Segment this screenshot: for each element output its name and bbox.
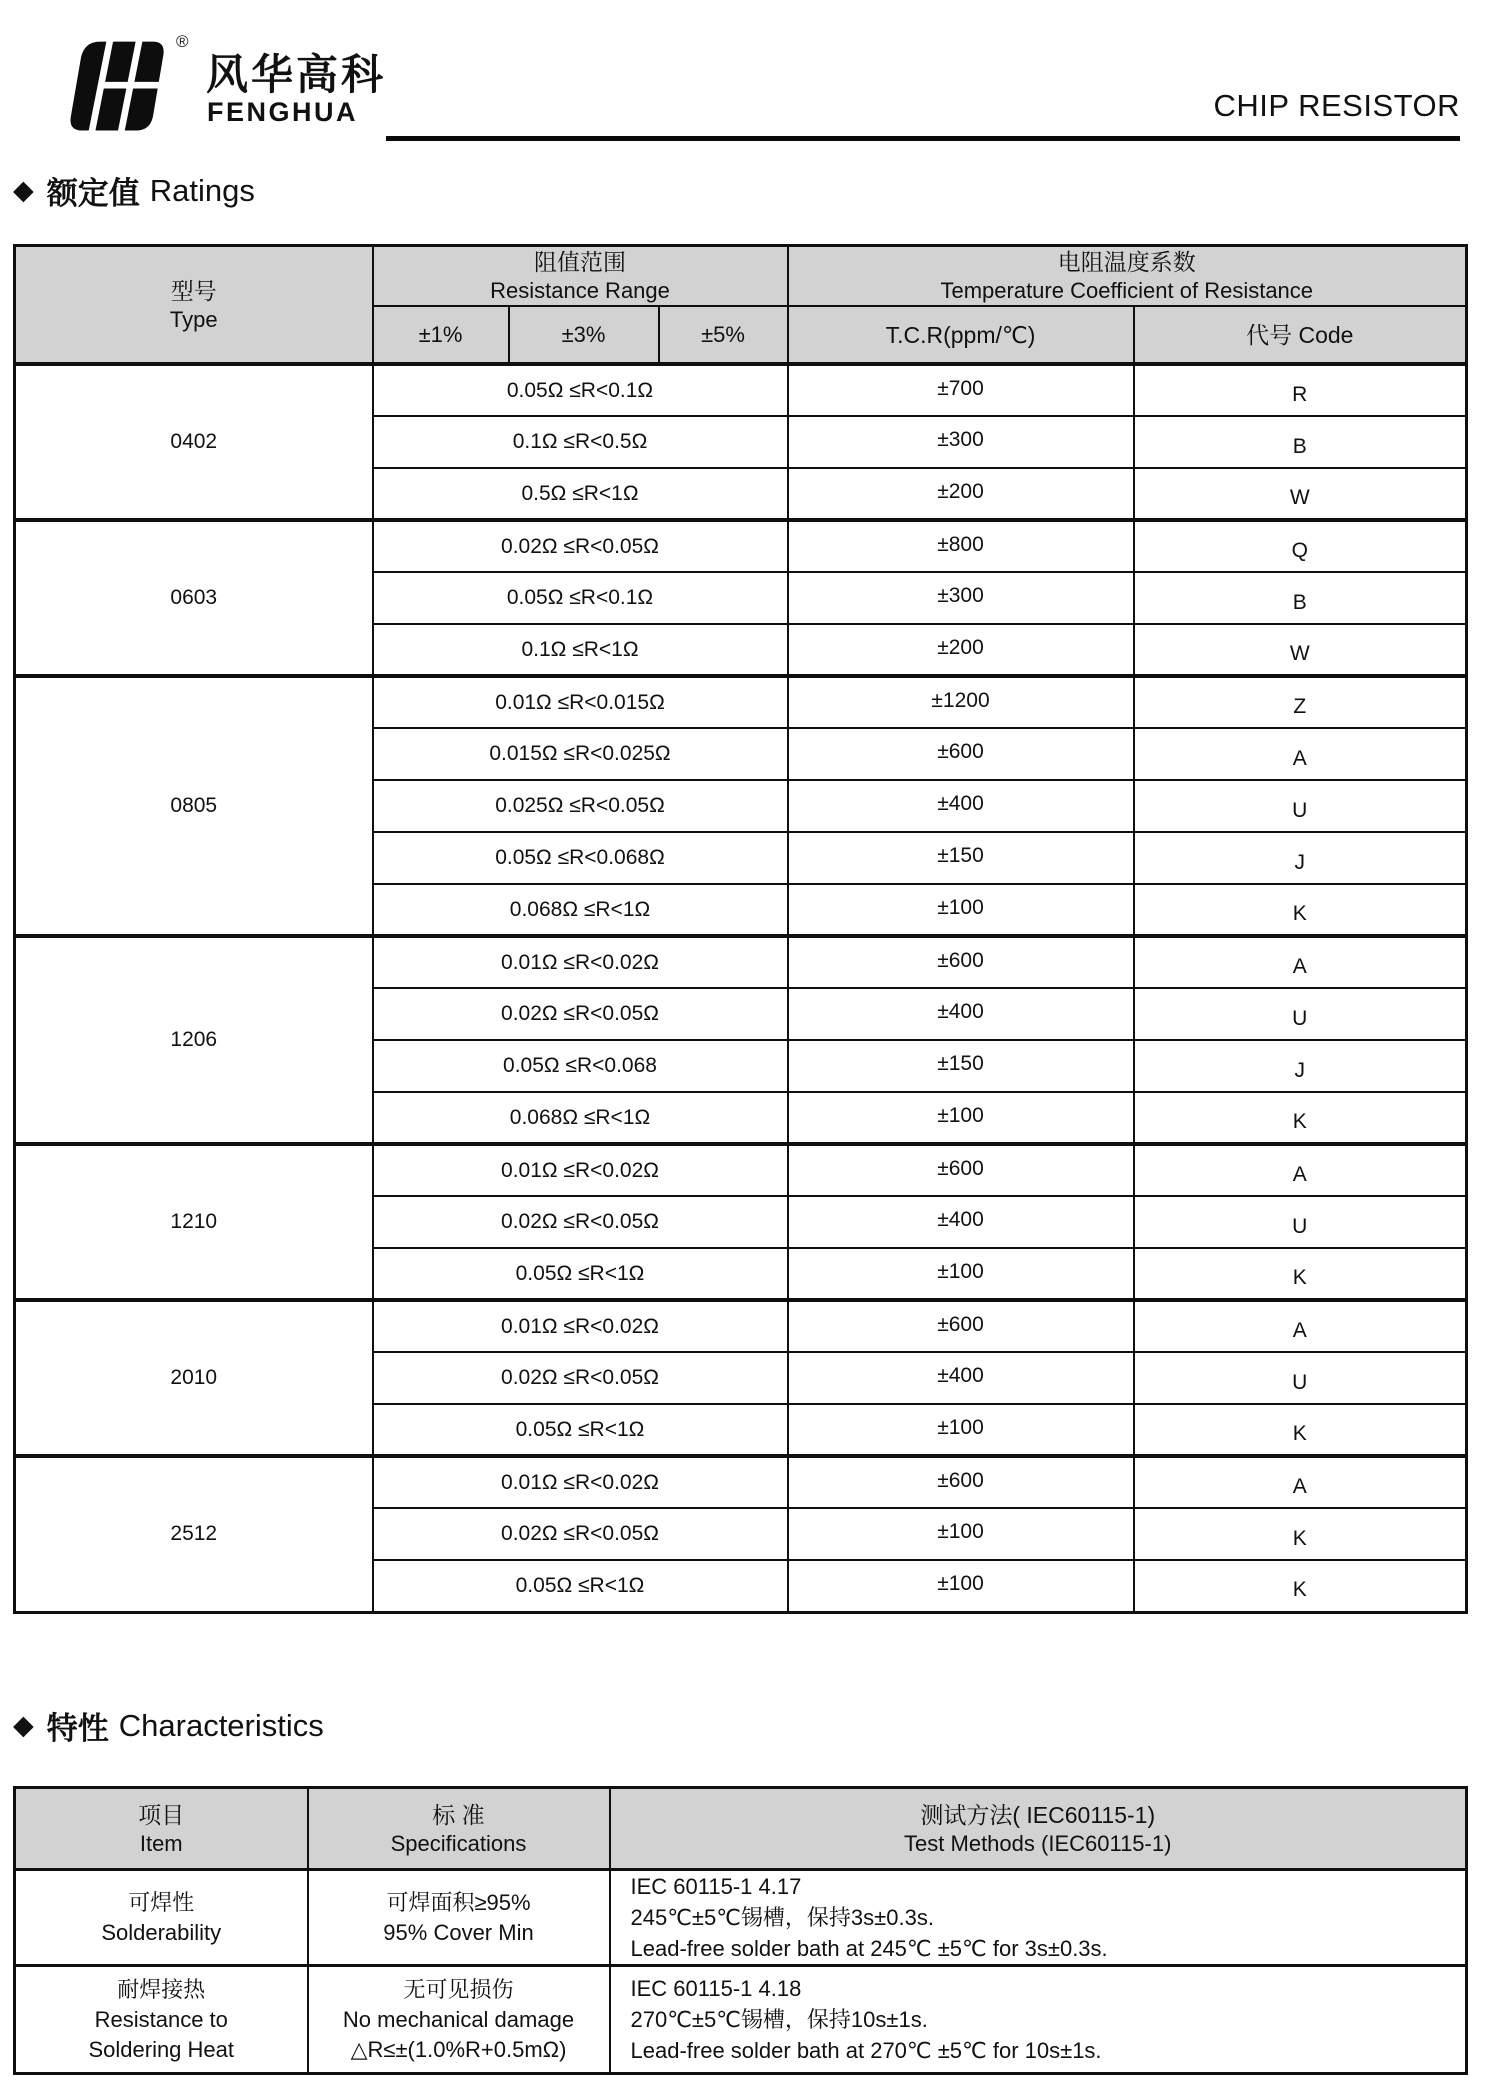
tcr-cell: ±150 bbox=[788, 1040, 1134, 1092]
type-cell: 0603 bbox=[15, 520, 373, 676]
specification-cell-line: 可焊面积≥95% bbox=[386, 1889, 531, 1915]
resistance-range-cell: 0.05Ω ≤R<1Ω bbox=[373, 1248, 788, 1300]
tcr-cell: ±100 bbox=[788, 884, 1134, 936]
code-cell: K bbox=[1134, 1560, 1467, 1612]
code-cell: K bbox=[1134, 1092, 1467, 1144]
tcr-cell: ±100 bbox=[788, 1404, 1134, 1456]
tcr-cell: ±600 bbox=[788, 1144, 1134, 1196]
tcr-cell: ±600 bbox=[788, 1456, 1134, 1508]
ratings-section-heading bbox=[13, 168, 255, 213]
resistance-range-cell: 0.05Ω ≤R<0.068 bbox=[373, 1040, 788, 1092]
code-cell: Z bbox=[1134, 676, 1467, 728]
code-cell: A bbox=[1134, 936, 1467, 988]
resistance-range-cell: 0.01Ω ≤R<0.02Ω bbox=[373, 1456, 788, 1508]
col-header-specifications bbox=[308, 1788, 610, 1870]
ratings-row bbox=[15, 676, 1467, 728]
characteristics-row bbox=[15, 1966, 1467, 2074]
code-cell: U bbox=[1134, 1196, 1467, 1248]
code-cell: A bbox=[1134, 728, 1467, 780]
test-method-cell bbox=[610, 1966, 1467, 2074]
item-cell-line: 耐焊接热 bbox=[117, 1976, 206, 2002]
tcr-cell: ±600 bbox=[788, 728, 1134, 780]
ratings-row bbox=[15, 364, 1467, 416]
type-header-en: Type bbox=[169, 306, 218, 332]
characteristics-heading-en: Characteristics bbox=[118, 1707, 324, 1743]
resistance-range-cell: 0.1Ω ≤R<0.5Ω bbox=[373, 416, 788, 468]
tcr-cell: ±200 bbox=[788, 468, 1134, 520]
resistance-range-cell: 0.068Ω ≤R<1Ω bbox=[373, 884, 788, 936]
type-cell: 2010 bbox=[15, 1300, 373, 1456]
tcr-group-header-cn: 电阻温度系数 bbox=[1057, 249, 1196, 275]
item-header-cn: 项目 bbox=[138, 1801, 185, 1828]
code-cell: W bbox=[1134, 624, 1467, 676]
resistance-range-cell: 0.01Ω ≤R<0.015Ω bbox=[373, 676, 788, 728]
characteristics-table-body bbox=[15, 1870, 1467, 2074]
type-cell: 1210 bbox=[15, 1144, 373, 1300]
col-header-tcr-group bbox=[788, 246, 1467, 307]
resistance-range-cell: 0.05Ω ≤R<1Ω bbox=[373, 1404, 788, 1456]
code-cell: J bbox=[1134, 1040, 1467, 1092]
resistance-range-cell: 0.5Ω ≤R<1Ω bbox=[373, 468, 788, 520]
item-header-en: Item bbox=[139, 1830, 183, 1856]
col-header-item bbox=[15, 1788, 308, 1870]
col-header-test-methods bbox=[610, 1788, 1467, 1870]
test-method-cell-line: 245℃±5℃锡槽，保持3s±0.3s. bbox=[630, 1905, 934, 1930]
code-cell: J bbox=[1134, 832, 1467, 884]
item-cell bbox=[15, 1966, 308, 2074]
ratings-row bbox=[15, 936, 1467, 988]
specification-cell-line: 无可见损伤 bbox=[403, 1976, 514, 2002]
characteristics-row bbox=[15, 1870, 1467, 1966]
ratings-heading-en: Ratings bbox=[149, 172, 255, 208]
code-cell: U bbox=[1134, 1352, 1467, 1404]
col-header-tol-1pct: ±1% bbox=[373, 306, 509, 364]
item-cell bbox=[15, 1870, 308, 1966]
tcr-cell: ±100 bbox=[788, 1508, 1134, 1560]
type-cell: 0402 bbox=[15, 364, 373, 520]
test-method-cell-line: Lead-free solder bath at 270℃ ±5℃ for 10s±1s. bbox=[630, 2038, 1102, 2063]
col-header-tol-5pct: ±5% bbox=[659, 306, 788, 364]
item-cell-line: Solderability bbox=[101, 1919, 222, 1945]
code-cell: A bbox=[1134, 1144, 1467, 1196]
col-header-tcr: T.C.R(ppm/℃) bbox=[788, 306, 1134, 364]
ratings-table bbox=[13, 244, 1468, 1614]
ratings-row bbox=[15, 520, 1467, 572]
test-method-cell-line: 270℃±5℃锡槽，保持10s±1s. bbox=[630, 2007, 928, 2032]
resistance-range-cell: 0.05Ω ≤R<1Ω bbox=[373, 1560, 788, 1612]
code-cell: W bbox=[1134, 468, 1467, 520]
code-cell: A bbox=[1134, 1300, 1467, 1352]
tcr-cell: ±300 bbox=[788, 416, 1134, 468]
ratings-table-body bbox=[15, 364, 1467, 1612]
resistance-range-cell: 0.068Ω ≤R<1Ω bbox=[373, 1092, 788, 1144]
test-method-cell-line: IEC 60115-1 4.17 bbox=[630, 1874, 802, 1899]
specification-cell-line: 95% Cover Min bbox=[383, 1919, 534, 1945]
code-cell: R bbox=[1134, 364, 1467, 416]
specification-cell bbox=[308, 1966, 610, 2074]
test-method-cell-line: Lead-free solder bath at 245℃ ±5℃ for 3s±0.3s. bbox=[630, 1936, 1108, 1961]
item-cell-line: Resistance to bbox=[94, 2006, 228, 2032]
tcr-cell: ±600 bbox=[788, 1300, 1134, 1352]
ratings-row bbox=[15, 1144, 1467, 1196]
type-header-cn: 型号 bbox=[170, 277, 217, 304]
item-cell-line: 可焊性 bbox=[128, 1889, 195, 1915]
resistance-range-cell: 0.05Ω ≤R<0.068Ω bbox=[373, 832, 788, 884]
resistance-range-cell: 0.05Ω ≤R<0.1Ω bbox=[373, 572, 788, 624]
brand-name-english: FENGHUA bbox=[207, 97, 358, 127]
characteristics-heading-cn: 特性 bbox=[46, 1711, 109, 1746]
tcr-cell: ±150 bbox=[788, 832, 1134, 884]
resistance-range-cell: 0.01Ω ≤R<0.02Ω bbox=[373, 936, 788, 988]
test-method-cell-line: IEC 60115-1 4.18 bbox=[630, 1976, 802, 2001]
range-header-cn: 阻值范围 bbox=[534, 249, 626, 275]
tcr-cell: ±700 bbox=[788, 364, 1134, 416]
code-cell: K bbox=[1134, 884, 1467, 936]
spec-header-en: Specifications bbox=[390, 1830, 527, 1856]
diamond-bullet-icon: ◆ bbox=[13, 175, 34, 205]
code-cell: B bbox=[1134, 572, 1467, 624]
tcr-cell: ±400 bbox=[788, 988, 1134, 1040]
resistance-range-cell: 0.02Ω ≤R<0.05Ω bbox=[373, 520, 788, 572]
code-cell: K bbox=[1134, 1508, 1467, 1560]
characteristics-section-heading bbox=[13, 1703, 324, 1748]
test-header-en: Test Methods (IEC60115-1) bbox=[904, 1830, 1172, 1856]
resistance-range-cell: 0.02Ω ≤R<0.05Ω bbox=[373, 1196, 788, 1248]
tcr-cell: ±400 bbox=[788, 1352, 1134, 1404]
code-cell: U bbox=[1134, 780, 1467, 832]
code-cell: Q bbox=[1134, 520, 1467, 572]
resistance-range-cell: 0.02Ω ≤R<0.05Ω bbox=[373, 1352, 788, 1404]
range-header-en: Resistance Range bbox=[490, 278, 670, 303]
resistance-range-cell: 0.025Ω ≤R<0.05Ω bbox=[373, 780, 788, 832]
tcr-cell: ±1200 bbox=[788, 676, 1134, 728]
tcr-cell: ±800 bbox=[788, 520, 1134, 572]
col-header-type bbox=[15, 246, 373, 365]
tcr-cell: ±400 bbox=[788, 1196, 1134, 1248]
specification-cell bbox=[308, 1870, 610, 1966]
tcr-cell: ±200 bbox=[788, 624, 1134, 676]
tcr-group-header-en: Temperature Coefficient of Resistance bbox=[940, 278, 1314, 303]
code-cell: U bbox=[1134, 988, 1467, 1040]
document-title: CHIP RESISTOR bbox=[1213, 88, 1460, 123]
brand-name-chinese: 风华高科 bbox=[206, 51, 387, 98]
col-header-tol-3pct: ±3% bbox=[509, 306, 659, 364]
resistance-range-cell: 0.01Ω ≤R<0.02Ω bbox=[373, 1300, 788, 1352]
tcr-cell: ±600 bbox=[788, 936, 1134, 988]
resistance-range-cell: 0.015Ω ≤R<0.025Ω bbox=[373, 728, 788, 780]
tcr-cell: ±100 bbox=[788, 1092, 1134, 1144]
type-cell: 1206 bbox=[15, 936, 373, 1144]
col-header-resistance-range bbox=[373, 246, 788, 307]
characteristics-table bbox=[13, 1786, 1468, 2075]
registered-trademark-icon: ® bbox=[176, 32, 189, 51]
ratings-row bbox=[15, 1456, 1467, 1508]
code-cell: K bbox=[1134, 1248, 1467, 1300]
tcr-cell: ±400 bbox=[788, 780, 1134, 832]
header-divider-line bbox=[386, 136, 1460, 141]
type-cell: 0805 bbox=[15, 676, 373, 936]
spec-header-cn: 标 准 bbox=[432, 1801, 485, 1828]
code-cell: B bbox=[1134, 416, 1467, 468]
tcr-cell: ±100 bbox=[788, 1560, 1134, 1612]
ratings-heading-cn: 额定值 bbox=[46, 176, 140, 211]
tcr-cell: ±100 bbox=[788, 1248, 1134, 1300]
diamond-bullet-icon: ◆ bbox=[13, 1710, 34, 1740]
code-cell: A bbox=[1134, 1456, 1467, 1508]
resistance-range-cell: 0.02Ω ≤R<0.05Ω bbox=[373, 988, 788, 1040]
specification-cell-line: △R≤±(1.0%R+0.5mΩ) bbox=[350, 2036, 567, 2062]
fenghua-logo-mark bbox=[66, 32, 170, 144]
item-cell-line: Soldering Heat bbox=[88, 2036, 235, 2062]
specification-cell-line: No mechanical damage bbox=[342, 2006, 575, 2032]
col-header-code: 代号 Code bbox=[1134, 306, 1467, 364]
code-cell: K bbox=[1134, 1404, 1467, 1456]
test-header-cn: 测试方法( IEC60115-1) bbox=[920, 1801, 1156, 1828]
resistance-range-cell: 0.01Ω ≤R<0.02Ω bbox=[373, 1144, 788, 1196]
type-cell: 2512 bbox=[15, 1456, 373, 1612]
resistance-range-cell: 0.05Ω ≤R<0.1Ω bbox=[373, 364, 788, 416]
tcr-cell: ±300 bbox=[788, 572, 1134, 624]
ratings-row bbox=[15, 1300, 1467, 1352]
resistance-range-cell: 0.02Ω ≤R<0.05Ω bbox=[373, 1508, 788, 1560]
resistance-range-cell: 0.1Ω ≤R<1Ω bbox=[373, 624, 788, 676]
test-method-cell bbox=[610, 1870, 1467, 1966]
